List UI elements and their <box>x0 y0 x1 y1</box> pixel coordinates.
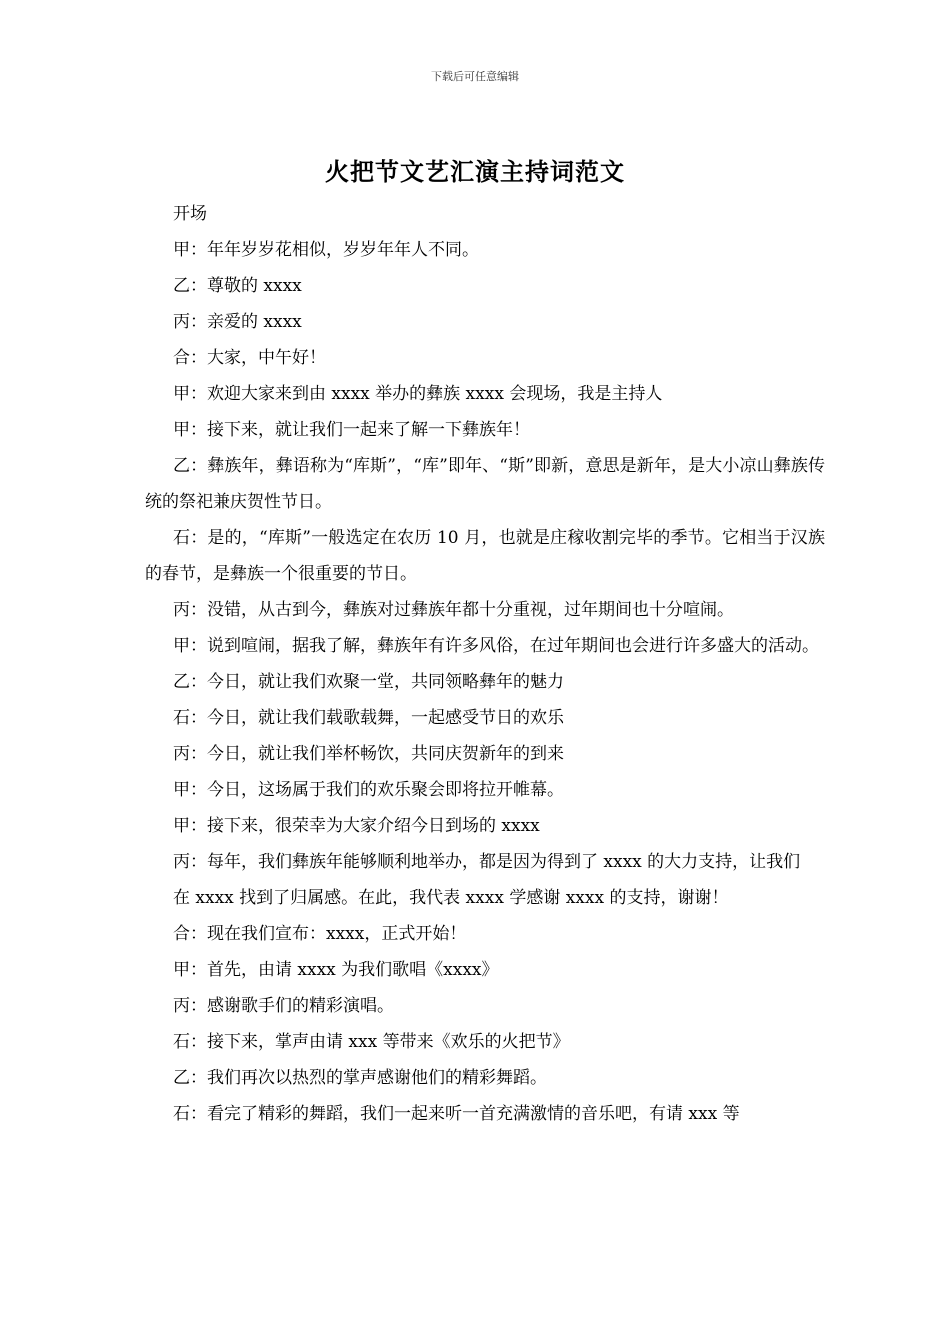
paragraph: 丙：亲爱的 xxxx <box>173 312 302 332</box>
paragraph: 甲：说到喧闹，据我了解，彝族年有许多风俗，在过年期间也会进行许多盛大的活动。 <box>173 636 819 656</box>
paragraph: 乙：彝族年，彝语称为“库斯”，“库”即年、“斯”即新，意思是新年，是大小凉山彝族传统的祭祀兼庆贺性节日。 <box>145 456 825 512</box>
paragraph: 合：现在我们宣布：xxxx，正式开始！ <box>173 924 467 944</box>
paragraph: 丙：感谢歌手们的精彩演唱。 <box>173 996 394 1016</box>
paragraph: 乙：今日，就让我们欢聚一堂，共同领略彝年的魅力 <box>173 672 564 692</box>
paragraph-opening: 开场 <box>173 204 207 224</box>
paragraph: 乙：我们再次以热烈的掌声感谢他们的精彩舞蹈。 <box>173 1068 547 1088</box>
paragraph: 石：看完了精彩的舞蹈，我们一起来听一首充满激情的音乐吧，有请 xxx 等 <box>173 1104 740 1124</box>
paragraph: 丙：今日，就让我们举杯畅饮，共同庆贺新年的到来 <box>173 744 564 764</box>
paragraph: 石：接下来，掌声由请 xxx 等带来《欢乐的火把节》 <box>173 1032 570 1052</box>
header-note: 下载后可任意编辑 <box>431 70 519 83</box>
paragraph: 甲：年年岁岁花相似，岁岁年年人不同。 <box>173 240 479 260</box>
paragraph: 甲：欢迎大家来到由 xxxx 举办的彝族 xxxx 会现场，我是主持人 <box>173 384 663 404</box>
paragraph: 在 xxxx 找到了归属感。在此，我代表 xxxx 学感谢 xxxx 的支持，谢谢！ <box>173 888 729 908</box>
paragraph: 甲：首先，由请 xxxx 为我们歌唱《xxxx》 <box>173 960 499 980</box>
paragraph: 合：大家，中午好！ <box>173 348 326 368</box>
paragraph: 石：是的，“库斯”一般选定在农历 10 月，也就是庄稼收割完毕的季节。它相当于汉族的春节，是彝族一个很重要的节日。 <box>145 528 825 584</box>
document-title: 火把节文艺汇演主持词范文 <box>325 157 625 186</box>
paragraph: 甲：接下来，很荣幸为大家介绍今日到场的 xxxx <box>173 816 540 836</box>
paragraph: 丙：没错，从古到今，彝族对过彝族年都十分重视，过年期间也十分喧闹。 <box>173 600 734 620</box>
paragraph: 甲：今日，这场属于我们的欢乐聚会即将拉开帷幕。 <box>173 780 564 800</box>
paragraph: 丙：每年，我们彝族年能够顺利地举办，都是因为得到了 xxxx 的大力支持，让我们 <box>173 852 801 872</box>
paragraph: 石：今日，就让我们载歌载舞，一起感受节日的欢乐 <box>173 708 564 728</box>
paragraph: 乙：尊敬的 xxxx <box>173 276 302 296</box>
paragraph: 甲：接下来，就让我们一起来了解一下彝族年！ <box>173 420 530 440</box>
document-body <box>145 196 825 1132</box>
